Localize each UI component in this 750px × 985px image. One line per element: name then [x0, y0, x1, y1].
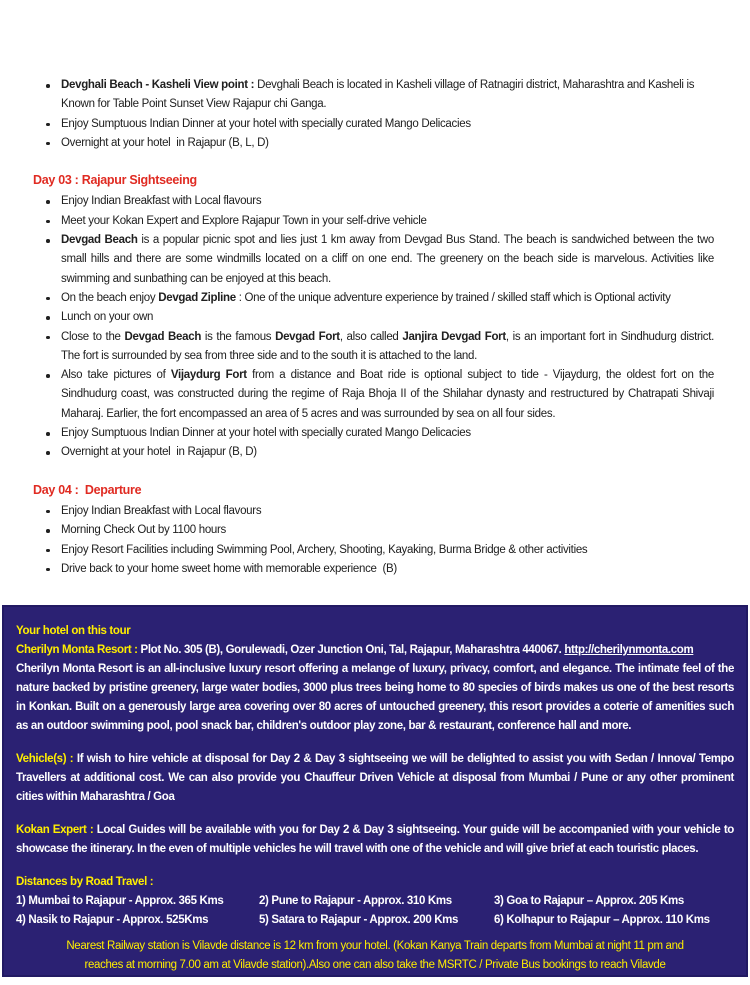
bullet-text-segment: On the beach enjoy — [61, 291, 159, 304]
day-heading: Day 04 : Departure — [33, 482, 142, 497]
distance-item: 4) Nasik to Rajapur - Approx. 525Kms — [16, 914, 209, 926]
vehicles-text-segment: Vehicle(s) : — [16, 753, 77, 765]
bullet-text-segment: Devgad Beach — [124, 330, 202, 343]
bullet-item — [33, 328, 717, 367]
bullet-text-segment: , also called — [339, 330, 403, 343]
bullet-item — [33, 308, 714, 327]
distances-heading: Distances by Road Travel : — [16, 876, 154, 888]
bullet-text-segment: Devgad Beach — [61, 234, 142, 247]
bullet-text-segment: Overnight at your hotel in Rajapur (B, D) — [61, 446, 257, 459]
bullet-item — [33, 134, 714, 153]
hotel-description: Cherilyn Monta Resort is an all-inclusive luxury resort offering a melange of luxury, privacy, comfort, and elegance. The intimate feel of the nature backed by pristine greenery, large water bodies, 3000 plus trees being home to 80 species of birds makes us one of the best resorts in Konkan. Built on a generously large area covering over 80 acres of untouched greenery, this resort provides a coterie of amenities such as an outdoor swimming pool, pool snack bar, children's outdoor play zone, bar & restaurant, conference hall and more. — [16, 663, 734, 732]
bullet-text-segment: : One of the unique adventure experience by trained / skilled staff which is Optional activity — [235, 291, 671, 304]
bullet-item — [33, 443, 714, 462]
bullet-item — [33, 541, 714, 560]
vehicles-text-segment: If wish to hire vehicle at disposal for Day 2 & Day 3 sightseeing we will be delighted to assist you with Sedan / Innova/ Tempo Travellers at additional cost. We can also provide you Chauffeur Driven Vehicle at disposal from Mumbai / Pune or any other prominent cities within Maharashtra / Goa — [16, 753, 734, 803]
bullet-text-segment: Overnight at your hotel in Rajapur (B, L, D) — [61, 136, 269, 149]
distance-item: 1) Mumbai to Rajapur - Approx. 365 Kms — [16, 895, 224, 907]
itinerary-sections — [33, 76, 717, 597]
day-section — [33, 76, 714, 153]
bullet-text-segment: Janjira Devgad Fort — [402, 330, 506, 343]
bullet-text-segment: Enjoy Sumptuous Indian Dinner at your hotel with specially curated Mango Delicacies — [61, 427, 471, 440]
bullet-text-segment: Devghali Beach is located in Kasheli village of Ratnagiri district, Maharashtra and Kasheli is Known for Table Point Sunset View Rajapur chi Ganga. — [61, 79, 698, 111]
bullet-item — [33, 289, 714, 308]
bullet-text-segment: is the famous — [201, 330, 276, 343]
bullet-item — [33, 115, 714, 134]
bullet-text-segment: Devgad Zipline — [158, 291, 236, 304]
bullet-item — [33, 366, 717, 424]
bullet-item — [33, 424, 714, 443]
day-bullet-list — [33, 192, 717, 462]
distance-item: 5) Satara to Rajapur - Approx. 200 Kms — [259, 914, 459, 926]
bullet-text-segment: Lunch on your own — [61, 311, 154, 324]
bullet-item — [33, 212, 714, 231]
distance-item: 3) Goa to Rajapur – Approx. 205 Kms — [494, 895, 684, 907]
distance-item: 2) Pune to Rajapur - Approx. 310 Kms — [259, 895, 452, 907]
day-bullet-list — [33, 502, 714, 579]
bullet-item — [33, 76, 714, 115]
bullet-text-segment: Drive back to your home sweet home with memorable experience (B) — [61, 562, 397, 575]
day-section — [33, 481, 714, 579]
day-heading: Day 03 : Rajapur Sightseeing — [33, 173, 197, 188]
hotel-website-link[interactable]: http://cherilynmonta.com — [564, 644, 694, 656]
bullet-text-segment: Enjoy Resort Facilities including Swimming Pool, Archery, Shooting, Kayaking, Burma Bridge & other activities — [61, 543, 588, 556]
hotel-line-segment: Plot No. 305 (B), Gorulewadi, Ozer Junction Oni, Tal, Rajapur, Maharashtra 440067. — [140, 644, 565, 656]
day-section — [33, 171, 717, 462]
bullet-text-segment: Also take pictures of — [61, 369, 171, 382]
distance-item: 6) Kolhapur to Rajapur – Approx. 110 Kms — [494, 914, 710, 926]
bullet-text-segment: Vijaydurg Fort — [170, 369, 247, 382]
kokan-expert-paragraph — [16, 821, 734, 859]
bullet-item — [33, 521, 714, 540]
bullet-item — [33, 502, 714, 521]
hotel-line-segment: Cherilyn Monta Resort : — [16, 644, 141, 656]
hotel-box-title: Your hotel on this tour — [16, 625, 131, 637]
vehicles-paragraph — [16, 750, 734, 807]
bullet-text-segment: Enjoy Indian Breakfast with Local flavours — [61, 195, 262, 208]
bullet-text-segment: Devgad Fort — [275, 330, 340, 343]
bullet-item — [33, 560, 714, 579]
bullet-text-segment: Morning Check Out by 1100 hours — [61, 524, 226, 537]
hotel-address-line — [16, 641, 734, 660]
day-bullet-list — [33, 76, 714, 153]
bullet-text-segment: Devghali Beach - Kasheli View point : — [61, 79, 258, 91]
bullet-text-segment: Meet your Kokan Expert and Explore Rajapur Town in your self-drive vehicle — [61, 214, 427, 227]
railway-note: Nearest Railway station is Vilavde distance is 12 km from your hotel. (Kokan Kanya Train departs from Mumbai at night 11 pm and reaches at morning 7.00 am at Vilavde station).Also one can also take the MSRTC / Private Bus bookings to reach Vilavde — [66, 940, 684, 971]
bullet-text-segment: Enjoy Indian Breakfast with Local flavours — [61, 504, 262, 517]
bullet-item — [33, 231, 717, 289]
bullet-text-segment: , is an important fort in Sindhudurg district. The fort is surrounded by sea from three side and to the south it is attached to the land. — [61, 330, 717, 362]
distances-grid — [16, 892, 734, 930]
bullet-text-segment: is a popular picnic spot and lies just 1 km away from Devgad Bus Stand. The beach is sandwiched between the two small hills and there are some windmills located on a cliff on one end. The greenery on the beach side is marvelous. Activities like swimming and sunbathing can be enjoyed at this beach. — [61, 234, 717, 285]
bullet-item — [33, 192, 714, 211]
hotel-info-box — [2, 605, 748, 977]
bullet-text-segment: Enjoy Sumptuous Indian Dinner at your hotel with specially curated Mango Delicacies — [61, 117, 471, 130]
bullet-text-segment: from a distance and Boat ride is optional subject to tide - Vijaydurg, the oldest fort on the Sindhudurg coast, was constructed during the regime of Raja Bhoja II of the Shilahar dynasty and restructured by Chatrapati Shivaji Maharaj. Earlier, the fort encompassed an area of 5 acres and was surrounded by sea on all four sides. — [61, 369, 717, 420]
kokan-text-segment: Local Guides will be available with you for Day 2 & Day 3 sightseeing. Your guide will be accompanied with your vehicle to showcase the itinerary. In the even of multiple vehicles he will travel with one of the vehicle and will give brief at each touristic places. — [16, 824, 734, 855]
bullet-text-segment: Close to the — [61, 330, 125, 343]
kokan-text-segment: Kokan Expert : — [16, 824, 97, 836]
